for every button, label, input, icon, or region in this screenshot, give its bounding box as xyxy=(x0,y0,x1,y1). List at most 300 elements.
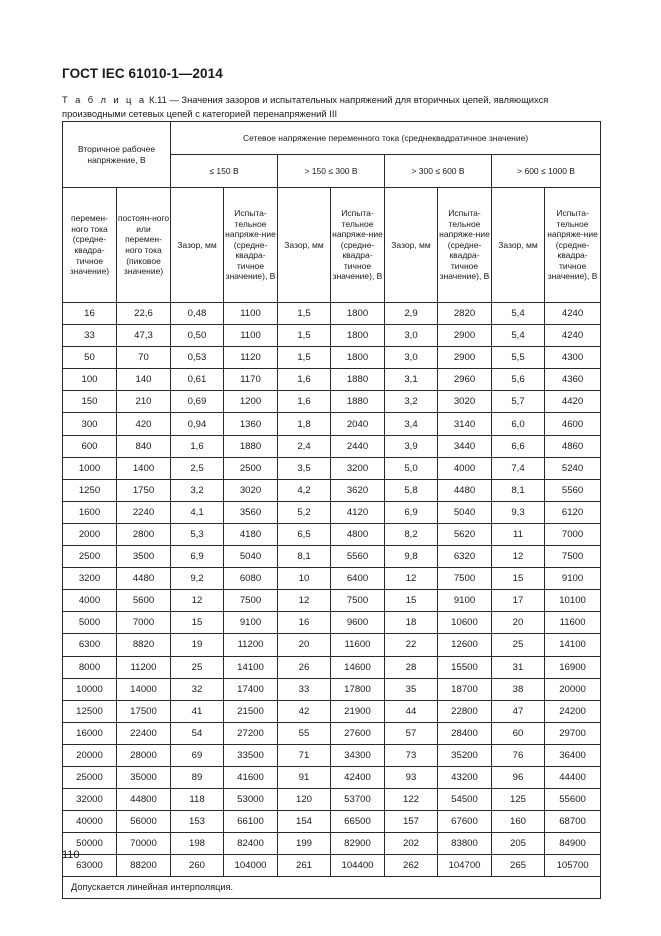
table-cell: 4240 xyxy=(545,303,601,325)
table-row xyxy=(63,833,601,855)
table-cell: 83800 xyxy=(438,833,492,855)
table-cell: 32 xyxy=(171,678,224,700)
table-cell: 3,9 xyxy=(385,435,438,457)
table-cell: 35000 xyxy=(117,766,171,788)
caption-label: Т а б л и ц а xyxy=(62,94,147,105)
table-cell: 3200 xyxy=(63,568,117,590)
table-cell: 4120 xyxy=(331,501,385,523)
table-row xyxy=(63,634,601,656)
table-cell: 198 xyxy=(171,833,224,855)
table-cell: 4360 xyxy=(545,369,601,391)
table-cell: 16 xyxy=(63,303,117,325)
table-cell: 4800 xyxy=(331,523,385,545)
table-cell: 5240 xyxy=(545,457,601,479)
table-cell: 6,0 xyxy=(492,413,545,435)
table-cell: 9100 xyxy=(545,568,601,590)
table-cell: 22800 xyxy=(438,700,492,722)
table-cell: 265 xyxy=(492,855,545,877)
table-cell: 42400 xyxy=(331,766,385,788)
table-cell: 1,6 xyxy=(171,435,224,457)
table-cell: 11 xyxy=(492,523,545,545)
table-row xyxy=(63,656,601,678)
table-cell: 16900 xyxy=(545,656,601,678)
table-cell: 14100 xyxy=(224,656,278,678)
table-cell: 6,5 xyxy=(278,523,331,545)
table-cell: 17 xyxy=(492,590,545,612)
table-cell: 1120 xyxy=(224,347,278,369)
table-cell: 31 xyxy=(492,656,545,678)
table-cell: 17500 xyxy=(117,700,171,722)
table-cell: 2800 xyxy=(117,523,171,545)
table-cell: 5,4 xyxy=(492,303,545,325)
table-row xyxy=(63,303,601,325)
table-cell: 16 xyxy=(278,612,331,634)
table-cell: 11600 xyxy=(545,612,601,634)
table-cell: 3,2 xyxy=(171,479,224,501)
table-cell: 7500 xyxy=(331,590,385,612)
table-caption xyxy=(62,93,602,120)
table-cell: 47,3 xyxy=(117,325,171,347)
table-cell: 60 xyxy=(492,722,545,744)
table-cell: 73 xyxy=(385,744,438,766)
table-cell: 5,6 xyxy=(492,369,545,391)
table-cell: 2900 xyxy=(438,347,492,369)
table-cell: 22,6 xyxy=(117,303,171,325)
table-cell: 5,7 xyxy=(492,391,545,413)
table-cell: 18 xyxy=(385,612,438,634)
table-cell: 1880 xyxy=(224,435,278,457)
table-row xyxy=(63,546,601,568)
table-cell: 2040 xyxy=(331,413,385,435)
table-cell: 4000 xyxy=(63,590,117,612)
header-clearance: Зазор, мм xyxy=(171,188,224,303)
table-cell: 29700 xyxy=(545,722,601,744)
table-cell: 47 xyxy=(492,700,545,722)
table-cell: 38 xyxy=(492,678,545,700)
table-cell: 0,48 xyxy=(171,303,224,325)
table-cell: 35 xyxy=(385,678,438,700)
table-cell: 56000 xyxy=(117,811,171,833)
table-cell: 2820 xyxy=(438,303,492,325)
table-row xyxy=(63,789,601,811)
table-cell: 1,5 xyxy=(278,325,331,347)
table-cell: 8,1 xyxy=(278,546,331,568)
table-cell: 140 xyxy=(117,369,171,391)
table-cell: 0,61 xyxy=(171,369,224,391)
table-cell: 16000 xyxy=(63,722,117,744)
table-cell: 66500 xyxy=(331,811,385,833)
table-cell: 104400 xyxy=(331,855,385,877)
table-cell: 10 xyxy=(278,568,331,590)
table-cell: 84900 xyxy=(545,833,601,855)
table-cell: 14600 xyxy=(331,656,385,678)
table-cell: 11200 xyxy=(224,634,278,656)
table-cell: 5000 xyxy=(63,612,117,634)
table-cell: 88200 xyxy=(117,855,171,877)
table-cell: 11600 xyxy=(331,634,385,656)
table-cell: 70 xyxy=(117,347,171,369)
table-cell: 2,9 xyxy=(385,303,438,325)
document-title: ГОСТ IEC 61010-1—2014 xyxy=(62,66,223,81)
table-cell: 96 xyxy=(492,766,545,788)
table-cell: 41600 xyxy=(224,766,278,788)
table-row xyxy=(63,568,601,590)
table-cell: 53000 xyxy=(224,789,278,811)
table-cell: 3,0 xyxy=(385,325,438,347)
table-cell: 71 xyxy=(278,744,331,766)
table-cell: 125 xyxy=(492,789,545,811)
table-cell: 14000 xyxy=(117,678,171,700)
table-cell: 35200 xyxy=(438,744,492,766)
table-cell: 20000 xyxy=(545,678,601,700)
table-cell: 120 xyxy=(278,789,331,811)
table-cell: 18700 xyxy=(438,678,492,700)
table-cell: 4600 xyxy=(545,413,601,435)
table-cell: 154 xyxy=(278,811,331,833)
table-cell: 12 xyxy=(278,590,331,612)
table-cell: 0,69 xyxy=(171,391,224,413)
table-cell: 10100 xyxy=(545,590,601,612)
table-cell: 3020 xyxy=(438,391,492,413)
header-clearance: Зазор, мм xyxy=(385,188,438,303)
table-cell: 8,1 xyxy=(492,479,545,501)
header-working-voltage: Вторичное рабочее напряжение, В xyxy=(63,122,171,188)
table-cell: 14100 xyxy=(545,634,601,656)
table-cell: 22 xyxy=(385,634,438,656)
table-cell: 0,53 xyxy=(171,347,224,369)
table-cell: 66100 xyxy=(224,811,278,833)
table-cell: 153 xyxy=(171,811,224,833)
table-cell: 15 xyxy=(171,612,224,634)
table-cell: 33 xyxy=(278,678,331,700)
table-cell: 20 xyxy=(492,612,545,634)
table-row xyxy=(63,855,601,877)
table-cell: 15500 xyxy=(438,656,492,678)
table-cell: 3440 xyxy=(438,435,492,457)
table-cell: 202 xyxy=(385,833,438,855)
table-cell: 54 xyxy=(171,722,224,744)
table-cell: 420 xyxy=(117,413,171,435)
table-cell: 70000 xyxy=(117,833,171,855)
header-ac: перемен-ного тока (средне-квадра-тичное значение) xyxy=(63,188,117,303)
table-cell: 7000 xyxy=(545,523,601,545)
table-cell: 91 xyxy=(278,766,331,788)
table-cell: 26 xyxy=(278,656,331,678)
table-cell: 54500 xyxy=(438,789,492,811)
table-cell: 6300 xyxy=(63,634,117,656)
table-cell: 9,2 xyxy=(171,568,224,590)
table-cell: 5620 xyxy=(438,523,492,545)
table-row xyxy=(63,413,601,435)
table-cell: 57 xyxy=(385,722,438,744)
header-clearance: Зазор, мм xyxy=(278,188,331,303)
table-cell: 5,2 xyxy=(278,501,331,523)
table-cell: 50000 xyxy=(63,833,117,855)
table-row xyxy=(63,457,601,479)
table-cell: 261 xyxy=(278,855,331,877)
table-cell: 100 xyxy=(63,369,117,391)
table-cell: 1100 xyxy=(224,303,278,325)
table-cell: 15 xyxy=(385,590,438,612)
table-cell: 9,8 xyxy=(385,546,438,568)
table-cell: 5040 xyxy=(224,546,278,568)
table-cell: 1,6 xyxy=(278,369,331,391)
table-cell: 2,5 xyxy=(171,457,224,479)
table-cell: 5600 xyxy=(117,590,171,612)
table-cell: 12 xyxy=(171,590,224,612)
table-cell: 20 xyxy=(278,634,331,656)
table-cell: 600 xyxy=(63,435,117,457)
table-row xyxy=(63,435,601,457)
header-clearance: Зазор, мм xyxy=(492,188,545,303)
table-cell: 1400 xyxy=(117,457,171,479)
table-cell: 25 xyxy=(492,634,545,656)
table-cell: 10000 xyxy=(63,678,117,700)
table-cell: 1170 xyxy=(224,369,278,391)
header-test-voltage: Испыта-тельное напряже-ние (средне-квадра-тичное значение), В xyxy=(438,188,492,303)
table-cell: 20000 xyxy=(63,744,117,766)
table-cell: 3620 xyxy=(331,479,385,501)
table-cell: 82400 xyxy=(224,833,278,855)
table-cell: 11200 xyxy=(117,656,171,678)
header-dc: постоян-ного или перемен-ного тока (пиковое значение) xyxy=(117,188,171,303)
table-cell: 44400 xyxy=(545,766,601,788)
table-cell: 67600 xyxy=(438,811,492,833)
table-row xyxy=(63,369,601,391)
table-cell: 7500 xyxy=(224,590,278,612)
table-cell: 2,4 xyxy=(278,435,331,457)
table-cell: 3500 xyxy=(117,546,171,568)
table-cell: 5,5 xyxy=(492,347,545,369)
table-cell: 4180 xyxy=(224,523,278,545)
table-cell: 122 xyxy=(385,789,438,811)
table-cell: 1800 xyxy=(331,347,385,369)
table-cell: 9100 xyxy=(224,612,278,634)
table-cell: 104000 xyxy=(224,855,278,877)
table-cell: 5,0 xyxy=(385,457,438,479)
table-cell: 55 xyxy=(278,722,331,744)
table-row xyxy=(63,347,601,369)
table-cell: 6080 xyxy=(224,568,278,590)
table-row xyxy=(63,391,601,413)
table-cell: 10600 xyxy=(438,612,492,634)
table-cell: 3,2 xyxy=(385,391,438,413)
table-cell: 8820 xyxy=(117,634,171,656)
table-cell: 7,4 xyxy=(492,457,545,479)
clearance-table xyxy=(62,121,601,899)
table-cell: 7500 xyxy=(545,546,601,568)
table-cell: 4480 xyxy=(117,568,171,590)
table-cell: 21500 xyxy=(224,700,278,722)
header-test-voltage: Испыта-тельное напряже-ние (средне-квадра-тичное значение), В xyxy=(224,188,278,303)
table-cell: 15 xyxy=(492,568,545,590)
table-cell: 28400 xyxy=(438,722,492,744)
table-cell: 1880 xyxy=(331,391,385,413)
table-cell: 3200 xyxy=(331,457,385,479)
table-cell: 6,9 xyxy=(385,501,438,523)
table-cell: 17800 xyxy=(331,678,385,700)
table-cell: 43200 xyxy=(438,766,492,788)
table-cell: 6320 xyxy=(438,546,492,568)
table-cell: 2440 xyxy=(331,435,385,457)
table-cell: 260 xyxy=(171,855,224,877)
table-cell: 300 xyxy=(63,413,117,435)
page-number: 110 xyxy=(62,849,80,861)
table-row xyxy=(63,766,601,788)
table-cell: 3020 xyxy=(224,479,278,501)
table-cell: 3560 xyxy=(224,501,278,523)
table-cell: 4420 xyxy=(545,391,601,413)
table-cell: 1800 xyxy=(331,325,385,347)
table-cell: 22400 xyxy=(117,722,171,744)
table-cell: 2900 xyxy=(438,325,492,347)
table-cell: 1,8 xyxy=(278,413,331,435)
table-cell: 1,5 xyxy=(278,303,331,325)
table-cell: 76 xyxy=(492,744,545,766)
table-cell: 44800 xyxy=(117,789,171,811)
table-cell: 34300 xyxy=(331,744,385,766)
table-cell: 25 xyxy=(171,656,224,678)
header-range: ≤ 150 В xyxy=(171,155,278,188)
table-cell: 89 xyxy=(171,766,224,788)
table-cell: 8,2 xyxy=(385,523,438,545)
table-row xyxy=(63,612,601,634)
table-cell: 1750 xyxy=(117,479,171,501)
table-cell: 210 xyxy=(117,391,171,413)
table-cell: 160 xyxy=(492,811,545,833)
table-cell: 55600 xyxy=(545,789,601,811)
table-cell: 199 xyxy=(278,833,331,855)
table-cell: 1200 xyxy=(224,391,278,413)
table-cell: 118 xyxy=(171,789,224,811)
table-cell: 50 xyxy=(63,347,117,369)
table-cell: 2960 xyxy=(438,369,492,391)
header-mains-voltage: Сетевое напряжение переменного тока (среднеквадратичное значение) xyxy=(171,122,601,155)
table-cell: 44 xyxy=(385,700,438,722)
table-cell: 2500 xyxy=(63,546,117,568)
table-cell: 12 xyxy=(492,546,545,568)
table-cell: 28 xyxy=(385,656,438,678)
table-cell: 1,6 xyxy=(278,391,331,413)
table-cell: 1000 xyxy=(63,457,117,479)
table-cell: 5040 xyxy=(438,501,492,523)
table-cell: 150 xyxy=(63,391,117,413)
table-cell: 1250 xyxy=(63,479,117,501)
table-cell: 4480 xyxy=(438,479,492,501)
table-cell: 4240 xyxy=(545,325,601,347)
caption-text: К.11 — Значения зазоров и испытательных напряжений для вторичных цепей, являющихся производными сетевых цепей с категорией перенапряжений III xyxy=(62,94,549,119)
table-cell: 36400 xyxy=(545,744,601,766)
table-cell: 5,4 xyxy=(492,325,545,347)
table-row xyxy=(63,700,601,722)
header-test-voltage: Испыта-тельное напряже-ние (средне-квадра-тичное значение), В xyxy=(545,188,601,303)
table-cell: 68700 xyxy=(545,811,601,833)
table-cell: 4860 xyxy=(545,435,601,457)
table-cell: 93 xyxy=(385,766,438,788)
table-cell: 4,2 xyxy=(278,479,331,501)
table-cell: 27600 xyxy=(331,722,385,744)
table-cell: 5,8 xyxy=(385,479,438,501)
table-cell: 3,1 xyxy=(385,369,438,391)
table-row xyxy=(63,523,601,545)
table-cell: 17400 xyxy=(224,678,278,700)
table-cell: 5,3 xyxy=(171,523,224,545)
table-row xyxy=(63,678,601,700)
table-cell: 33 xyxy=(63,325,117,347)
table-cell: 42 xyxy=(278,700,331,722)
table-cell: 1100 xyxy=(224,325,278,347)
table-cell: 9100 xyxy=(438,590,492,612)
header-range: > 150 ≤ 300 В xyxy=(278,155,385,188)
table-cell: 41 xyxy=(171,700,224,722)
table-cell: 5560 xyxy=(331,546,385,568)
table-cell: 3,5 xyxy=(278,457,331,479)
table-cell: 9,3 xyxy=(492,501,545,523)
table-cell: 12600 xyxy=(438,634,492,656)
table-row xyxy=(63,590,601,612)
table-row xyxy=(63,744,601,766)
header-range: > 600 ≤ 1000 В xyxy=(492,155,601,188)
table-cell: 3,0 xyxy=(385,347,438,369)
table-cell: 6120 xyxy=(545,501,601,523)
table-cell: 6,6 xyxy=(492,435,545,457)
table-note: Допускается линейная интерполяция. xyxy=(63,877,601,899)
table-cell: 4000 xyxy=(438,457,492,479)
table-cell: 104700 xyxy=(438,855,492,877)
table-cell: 2240 xyxy=(117,501,171,523)
table-cell: 3,4 xyxy=(385,413,438,435)
table-cell: 27200 xyxy=(224,722,278,744)
table-cell: 105700 xyxy=(545,855,601,877)
table-cell: 1800 xyxy=(331,303,385,325)
header-range: > 300 ≤ 600 В xyxy=(385,155,492,188)
table-cell: 12 xyxy=(385,568,438,590)
table-cell: 8000 xyxy=(63,656,117,678)
table-cell: 0,50 xyxy=(171,325,224,347)
table-row xyxy=(63,501,601,523)
table-cell: 6,9 xyxy=(171,546,224,568)
table-cell: 69 xyxy=(171,744,224,766)
table-cell: 9600 xyxy=(331,612,385,634)
table-cell: 157 xyxy=(385,811,438,833)
table-cell: 1360 xyxy=(224,413,278,435)
table-cell: 63000 xyxy=(63,855,117,877)
table-cell: 6400 xyxy=(331,568,385,590)
table-cell: 262 xyxy=(385,855,438,877)
table-cell: 21900 xyxy=(331,700,385,722)
table-cell: 53700 xyxy=(331,789,385,811)
table-body xyxy=(63,303,601,877)
table-cell: 82900 xyxy=(331,833,385,855)
table-cell: 840 xyxy=(117,435,171,457)
table-row xyxy=(63,479,601,501)
table-row xyxy=(63,722,601,744)
table-cell: 5560 xyxy=(545,479,601,501)
table-cell: 0,94 xyxy=(171,413,224,435)
table-cell: 28000 xyxy=(117,744,171,766)
table-cell: 19 xyxy=(171,634,224,656)
table-cell: 205 xyxy=(492,833,545,855)
table-cell: 25000 xyxy=(63,766,117,788)
table-cell: 12500 xyxy=(63,700,117,722)
table-cell: 2500 xyxy=(224,457,278,479)
table-cell: 2000 xyxy=(63,523,117,545)
table-row xyxy=(63,325,601,347)
table-row xyxy=(63,811,601,833)
table-cell: 4,1 xyxy=(171,501,224,523)
table-cell: 7500 xyxy=(438,568,492,590)
table-cell: 7000 xyxy=(117,612,171,634)
